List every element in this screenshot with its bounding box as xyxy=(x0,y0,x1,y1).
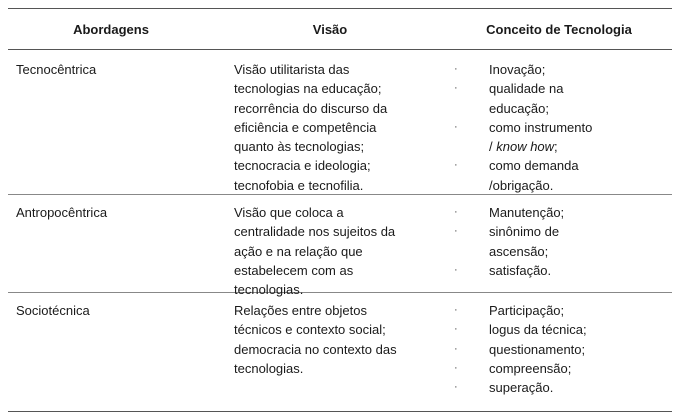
row-abordagem: Sociotécnica xyxy=(16,303,90,318)
list-item: · logus da técnica; xyxy=(454,320,672,339)
list-item: · qualidade na educação; xyxy=(454,79,672,118)
bullet-icon: · xyxy=(454,63,458,75)
row-conceito xyxy=(454,60,672,195)
concepts-table xyxy=(8,8,672,412)
list-item: · Inovação; xyxy=(454,60,672,79)
row-abordagem: Antropocêntrica xyxy=(16,205,108,220)
row-abordagem: Tecnocêntrica xyxy=(16,62,97,77)
row-visao: Visão que coloca a centralidade nos sujeitos da ação e na relação que estabelecem com as tecnologias. xyxy=(234,205,396,298)
list-item: · satisfação. xyxy=(454,261,672,280)
row-conceito xyxy=(454,301,672,397)
row-visao: Relações entre objetos técnicos e contexto social; democracia no contexto das tecnologias. xyxy=(234,303,397,376)
bullet-icon: · xyxy=(454,323,458,336)
list-item: · Manutenção; xyxy=(454,203,672,222)
bullet-icon: · xyxy=(454,381,458,394)
table-row xyxy=(8,195,672,298)
table-header xyxy=(8,9,672,50)
bullet-icon: · xyxy=(454,120,458,133)
list-item: · superação. xyxy=(454,378,672,397)
header-visao: Visão xyxy=(312,21,348,37)
header-abordagens: Abordagens xyxy=(73,21,149,37)
bullet-icon: · xyxy=(454,225,458,238)
bullet-icon: · xyxy=(454,159,458,172)
row-visao: Visão utilitarista das tecnologias na educação; recorrência do discurso da eficiência e competência quanto às tecnologias; tecnocracia e ideologia; tecnofobia e tecnofilia. xyxy=(234,62,388,193)
table-row xyxy=(8,293,672,411)
row-conceito xyxy=(454,203,672,280)
list-item: · como instrumento / know how; xyxy=(454,118,672,157)
list-item: · Participação; xyxy=(454,301,672,320)
list-item: · como demanda /obrigação. xyxy=(454,156,672,195)
table-row xyxy=(8,50,672,195)
list-item: · questionamento; xyxy=(454,340,672,359)
bullet-icon: · xyxy=(454,263,458,276)
header-conceito: Conceito de Tecnologia xyxy=(486,21,632,37)
bullet-icon: · xyxy=(454,342,458,355)
bullet-icon: · xyxy=(454,82,458,95)
bullet-icon: · xyxy=(454,304,458,316)
bullet-icon: · xyxy=(454,206,458,218)
bullet-icon: · xyxy=(454,361,458,374)
list-item: · sinônimo de ascensão; xyxy=(454,222,672,261)
list-item: · compreensão; xyxy=(454,359,672,378)
